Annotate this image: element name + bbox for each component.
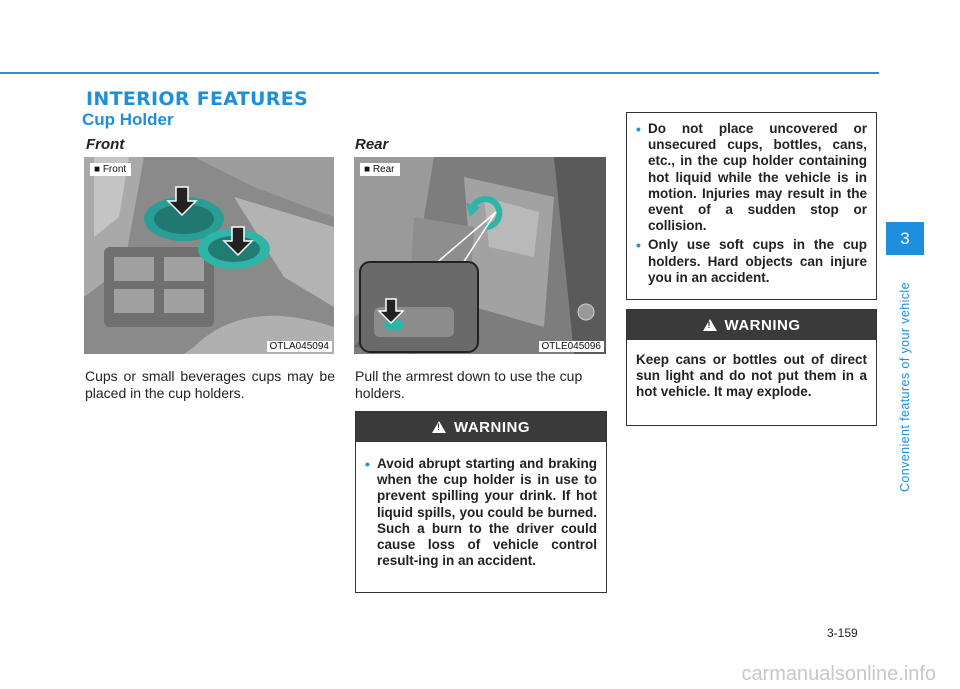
front-photo xyxy=(84,157,334,354)
bullet-dot-icon: • xyxy=(365,456,370,472)
subheading: Cup Holder xyxy=(82,110,174,129)
warning-heading: WARNING xyxy=(724,316,801,334)
bullet-dot-icon: • xyxy=(636,121,641,137)
watermark: carmanualsonline.info xyxy=(0,663,960,689)
rear-body-text: Pull the armrest down to use the cup holders. xyxy=(355,368,583,401)
chapter-tab: 3 xyxy=(886,222,924,255)
rear-photo xyxy=(354,157,606,354)
front-body-text: Cups or small beverages cups may be placed in the cup holders. xyxy=(85,368,335,401)
caution-box-right xyxy=(626,112,877,300)
chapter-title-vertical: Convenient features of your vehicle xyxy=(898,282,912,492)
front-console-illustration xyxy=(84,157,334,354)
caution-body xyxy=(627,113,876,297)
rear-seat-illustration xyxy=(354,157,606,354)
warning-triangle-icon xyxy=(432,421,446,433)
warning-triangle-icon xyxy=(703,319,717,331)
caution-bullet xyxy=(636,237,867,286)
header-rule xyxy=(0,72,879,74)
warning-box-right xyxy=(626,309,877,426)
rear-image-code: OTLE045096 xyxy=(539,341,605,352)
warning-body xyxy=(356,442,606,580)
caution-bullet xyxy=(636,121,867,234)
front-title: Front xyxy=(86,136,125,153)
rear-image-tag: ■ Rear xyxy=(360,163,400,176)
section-title: INTERIOR FEATURES xyxy=(86,88,308,110)
warning-box-middle xyxy=(355,411,607,593)
warning-bullet-text: Avoid abrupt starting and braking when the cup holder is in use to prevent spilling your drink. If hot liquid spills, you could be burned. Such a burn to the driver could cause loss of vehicle control result-ing in an accident. xyxy=(377,456,597,569)
bullet-dot-icon: • xyxy=(636,237,641,254)
caution-bullet-text: Do not place uncovered or unsecured cups, bottles, cans, etc., in the cup holder containing hot liquid while the vehicle is in motion. Injuries may result in the event of a sudden stop or collision. xyxy=(648,121,867,234)
warning-header xyxy=(627,310,876,340)
page-number: 3-159 xyxy=(827,626,858,640)
warning-text: Keep cans or bottles out of direct sun light and do not put them in a hot vehicle. It may explode. xyxy=(636,352,867,400)
warning-bullet xyxy=(365,456,597,569)
front-image-code: OTLA045094 xyxy=(267,341,333,352)
warning-heading: WARNING xyxy=(454,418,530,436)
front-image-tag: ■ Front xyxy=(90,163,131,176)
caution-bullet-text: Only use soft cups in the cup holders. Hard objects can injure you in an accident. xyxy=(648,237,867,285)
warning-header xyxy=(356,412,606,442)
rear-title: Rear xyxy=(355,136,389,153)
